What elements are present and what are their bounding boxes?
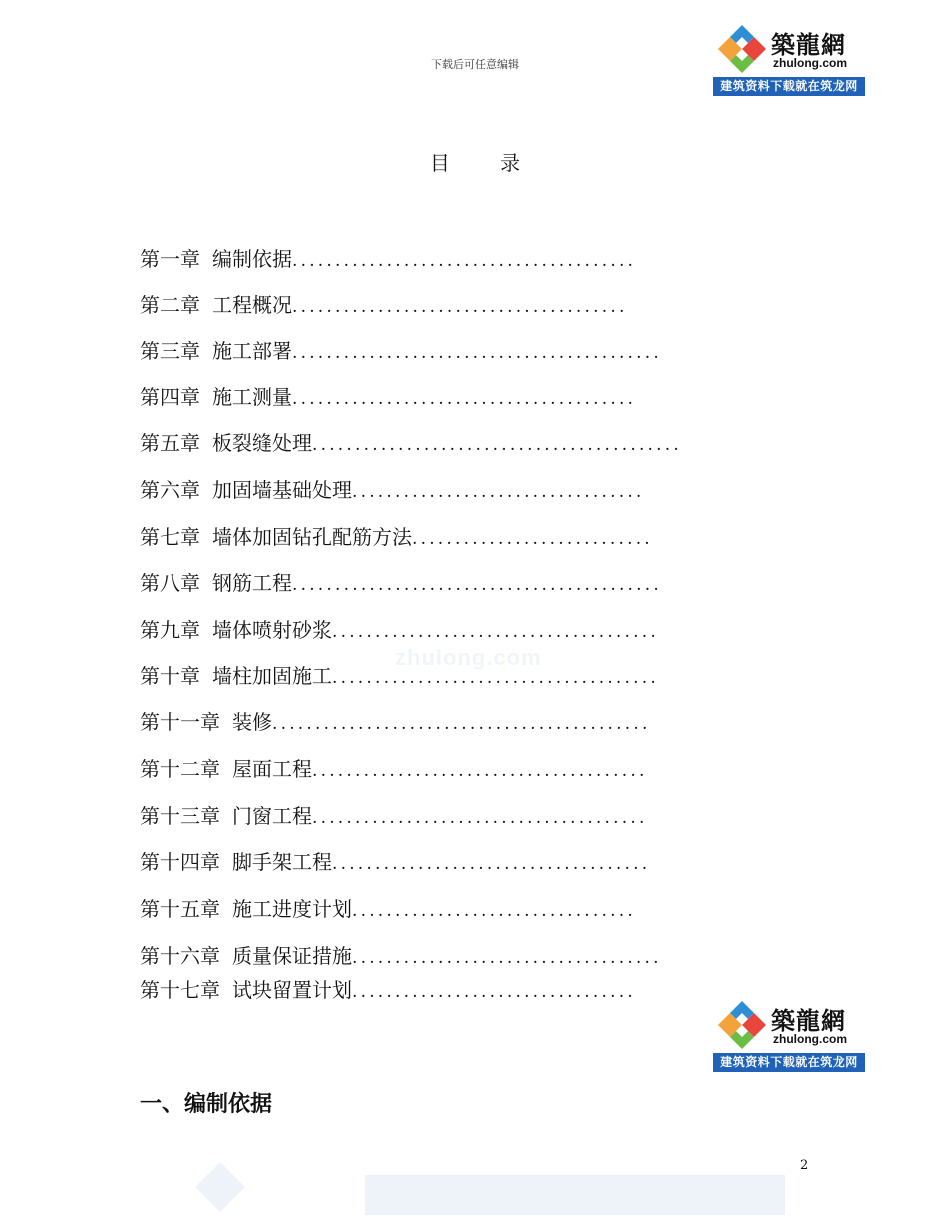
toc-item[interactable] — [140, 975, 636, 1005]
logo-slogan: 建筑资料下载就在筑龙网 — [713, 77, 865, 96]
toc-dot-leader: .................................. — [352, 482, 645, 502]
toc-chapter-title: 加固墙基础处理 — [212, 478, 352, 502]
toc-chapter-number: 第六章 — [140, 478, 200, 502]
toc-chapter-number: 第十六章 — [140, 944, 220, 968]
toc-dot-leader: ............................ — [412, 529, 653, 549]
page-number: 2 — [800, 1158, 809, 1173]
logo-domain: zhulong.com — [773, 56, 847, 70]
toc-chapter-title: 屋面工程 — [232, 757, 312, 781]
toc-chapter-title: 板裂缝处理 — [212, 431, 312, 455]
toc-item[interactable] — [140, 754, 648, 784]
toc-chapter-number: 第八章 — [140, 571, 200, 595]
toc-chapter-number: 第七章 — [140, 525, 200, 549]
toc-item[interactable] — [140, 847, 650, 877]
toc-dot-leader: ........................................... — [292, 343, 662, 363]
toc-item[interactable] — [140, 941, 662, 971]
toc-item[interactable] — [140, 382, 636, 412]
toc-chapter-number: 第十章 — [140, 664, 200, 688]
toc-chapter-title: 钢筋工程 — [212, 571, 292, 595]
header-note: 下载后可任意编辑 — [431, 58, 519, 71]
toc-chapter-number: 第三章 — [140, 339, 200, 363]
toc-chapter-number: 第十二章 — [140, 757, 220, 781]
toc-chapter-number: 第五章 — [140, 431, 200, 455]
toc-item[interactable] — [140, 336, 662, 366]
toc-chapter-number: 第十四章 — [140, 850, 220, 874]
toc-dot-leader: ........................................... — [312, 435, 682, 455]
toc-item[interactable] — [140, 428, 682, 458]
toc-chapter-title: 施工进度计划 — [232, 897, 352, 921]
toc-chapter-title: 门窗工程 — [232, 804, 312, 828]
toc-chapter-number: 第十一章 — [140, 710, 220, 734]
toc-item[interactable] — [140, 290, 628, 320]
toc-dot-leader: ........................................ — [292, 251, 637, 271]
toc-item[interactable] — [140, 894, 636, 924]
toc-item[interactable] — [140, 475, 645, 505]
toc-dot-leader: ...................................... — [332, 622, 659, 642]
toc-dot-leader: ....................................... — [312, 761, 648, 781]
toc-item[interactable] — [140, 707, 651, 737]
toc-chapter-number: 第十三章 — [140, 804, 220, 828]
toc-chapter-title: 墙体加固钻孔配筋方法 — [212, 525, 412, 549]
toc-title: 目 录 — [429, 151, 543, 175]
toc-item[interactable] — [140, 615, 659, 645]
toc-chapter-number: 第十七章 — [140, 978, 220, 1002]
toc-item[interactable] — [140, 244, 636, 274]
logo-brand-name: 築龍網 — [771, 30, 846, 59]
watermark-text: zhulong.com — [395, 645, 542, 670]
zhulong-logo-bottom — [713, 997, 865, 1072]
toc-chapter-number: 第四章 — [140, 385, 200, 409]
toc-chapter-title: 墙体喷射砂浆 — [212, 618, 332, 642]
toc-chapter-title: 墙柱加固施工 — [212, 664, 332, 688]
watermark-emblem-icon — [185, 1160, 825, 1230]
toc-chapter-number: 第二章 — [140, 293, 200, 317]
toc-item[interactable] — [140, 801, 648, 831]
toc-chapter-title: 试块留置计划 — [232, 978, 352, 1002]
toc-chapter-number: 第一章 — [140, 247, 200, 271]
toc-dot-leader: ................................. — [352, 901, 636, 921]
logo-domain: zhulong.com — [773, 1032, 847, 1046]
section-heading: 一、编制依据 — [140, 1092, 273, 1117]
toc-chapter-title: 施工部署 — [212, 339, 292, 363]
toc-dot-leader: ............................................ — [272, 714, 651, 734]
toc-dot-leader: ....................................... — [312, 808, 648, 828]
toc-dot-leader: ....................................... — [292, 297, 628, 317]
toc-chapter-title: 质量保证措施 — [232, 944, 352, 968]
zhulong-emblem-icon — [715, 999, 769, 1051]
toc-chapter-number: 第十五章 — [140, 897, 220, 921]
toc-dot-leader: ................................. — [352, 982, 636, 1002]
toc-chapter-title: 工程概况 — [212, 293, 292, 317]
toc-dot-leader: ........................................ — [292, 389, 637, 409]
toc-item[interactable] — [140, 522, 653, 552]
toc-chapter-number: 第九章 — [140, 618, 200, 642]
toc-chapter-title: 施工测量 — [212, 385, 292, 409]
toc-chapter-title: 编制依据 — [212, 247, 292, 271]
logo-brand-name: 築龍網 — [771, 1006, 846, 1035]
logo-slogan: 建筑资料下载就在筑龙网 — [713, 1053, 865, 1072]
toc-dot-leader: .................................... — [352, 948, 662, 968]
toc-dot-leader: ........................................... — [292, 575, 662, 595]
toc-dot-leader: ...................................... — [332, 668, 659, 688]
toc-chapter-title: 装修 — [232, 710, 272, 734]
toc-chapter-title: 脚手架工程 — [232, 850, 332, 874]
zhulong-logo-top — [713, 21, 865, 96]
zhulong-emblem-icon — [715, 23, 769, 75]
toc-dot-leader: ..................................... — [332, 854, 651, 874]
toc-item[interactable] — [140, 568, 662, 598]
